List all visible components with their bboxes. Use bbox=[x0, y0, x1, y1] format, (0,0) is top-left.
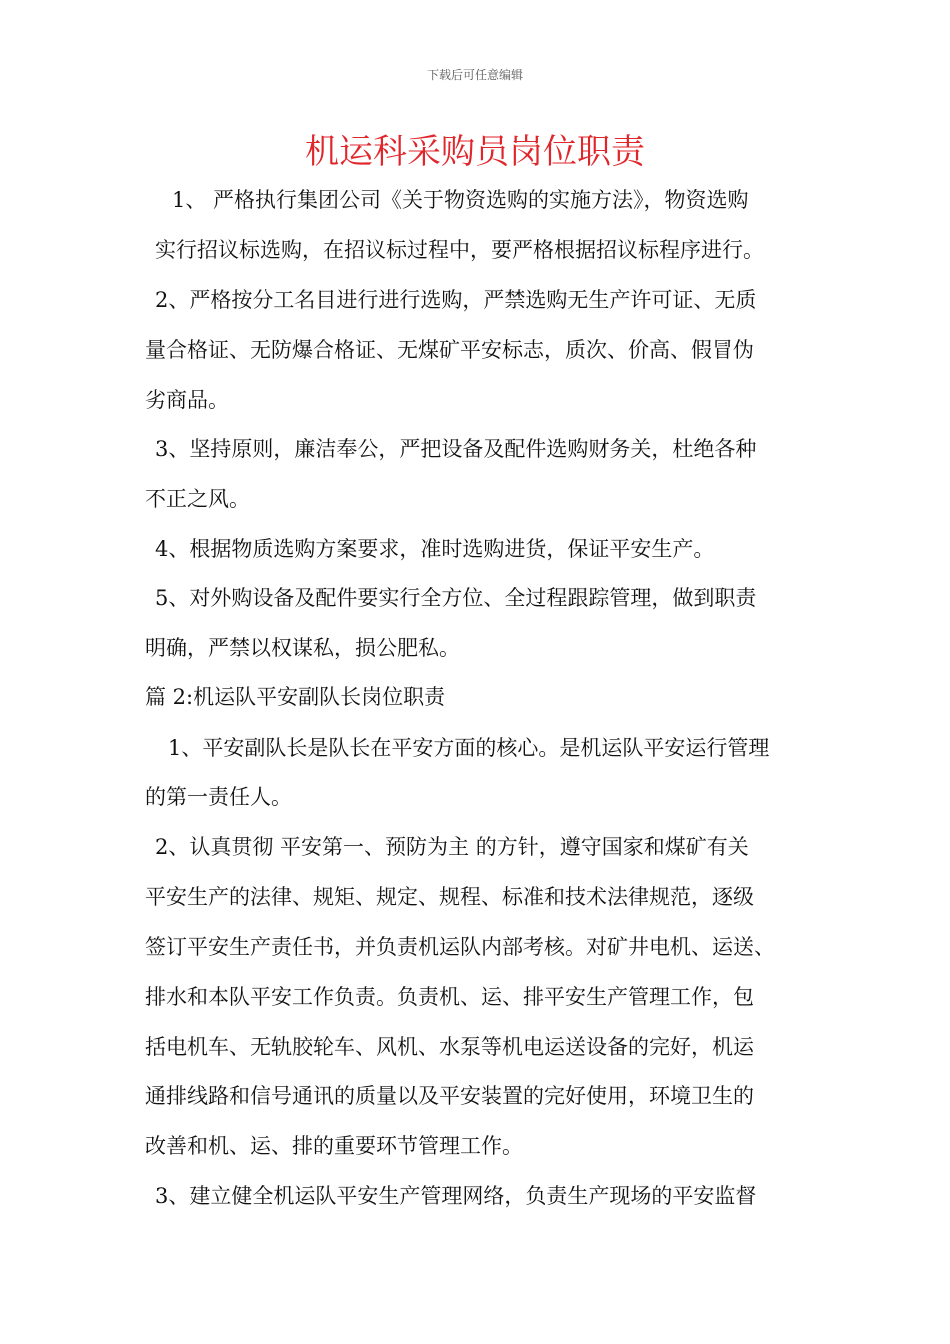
text-line: 平安生产的法律、规矩、规定、规程、标准和技术法律规范，逐级 bbox=[145, 885, 754, 909]
text-line: 5、对外购设备及配件要实行全方位、全过程跟踪管理，做到职责 bbox=[155, 586, 757, 610]
text-line: 括电机车、无轨胶轮车、风机、水泵等机电运送设备的完好，机运 bbox=[145, 1035, 754, 1059]
text-line: 量合格证、无防爆合格证、无煤矿平安标志，质次、价高、假冒伪 bbox=[145, 338, 754, 362]
text-line: 通排线路和信号通讯的质量以及平安装置的完好使用，环境卫生的 bbox=[145, 1084, 754, 1108]
document-title: 机运科采购员岗位职责 bbox=[305, 132, 645, 172]
text-line: 实行招议标选购，在招议标过程中，要严格根据招议标程序进行。 bbox=[155, 238, 764, 262]
text-line: 不正之风。 bbox=[145, 487, 250, 511]
text-line: 劣商品。 bbox=[145, 388, 229, 412]
text-line: 2、认真贯彻 平安第一、预防为主 的方针，遵守国家和煤矿有关 bbox=[155, 835, 749, 859]
text-line: 1、平安副队长是队长在平安方面的核心。是机运队平安运行管理 bbox=[168, 736, 770, 760]
section-heading: 篇 2:机运队平安副队长岗位职责 bbox=[145, 685, 446, 709]
text-line: 2、严格按分工名目进行进行选购，严禁选购无生产许可证、无质 bbox=[155, 288, 757, 312]
text-line: 排水和本队平安工作负责。负责机、运、排平安生产管理工作，包 bbox=[145, 985, 754, 1009]
text-line: 3、建立健全机运队平安生产管理网络，负责生产现场的平安监督 bbox=[155, 1184, 757, 1208]
text-line: 3、坚持原则，廉洁奉公，严把设备及配件选购财务关，杜绝各种 bbox=[155, 437, 757, 461]
text-line: 签订平安生产责任书，并负责机运队内部考核。对矿井电机、运送、 bbox=[145, 935, 775, 959]
text-line: 的第一责任人。 bbox=[145, 785, 292, 809]
text-line: 明确，严禁以权谋私，损公肥私。 bbox=[145, 636, 460, 660]
text-line: 改善和机、运、排的重要环节管理工作。 bbox=[145, 1134, 523, 1158]
text-line: 4、根据物质选购方案要求，准时选购进货，保证平安生产。 bbox=[155, 537, 715, 561]
text-line: 1、 严格执行集团公司《关于物资选购的实施方法》，物资选购 bbox=[172, 188, 749, 212]
page-header: 下载后可任意编辑 bbox=[426, 68, 523, 82]
